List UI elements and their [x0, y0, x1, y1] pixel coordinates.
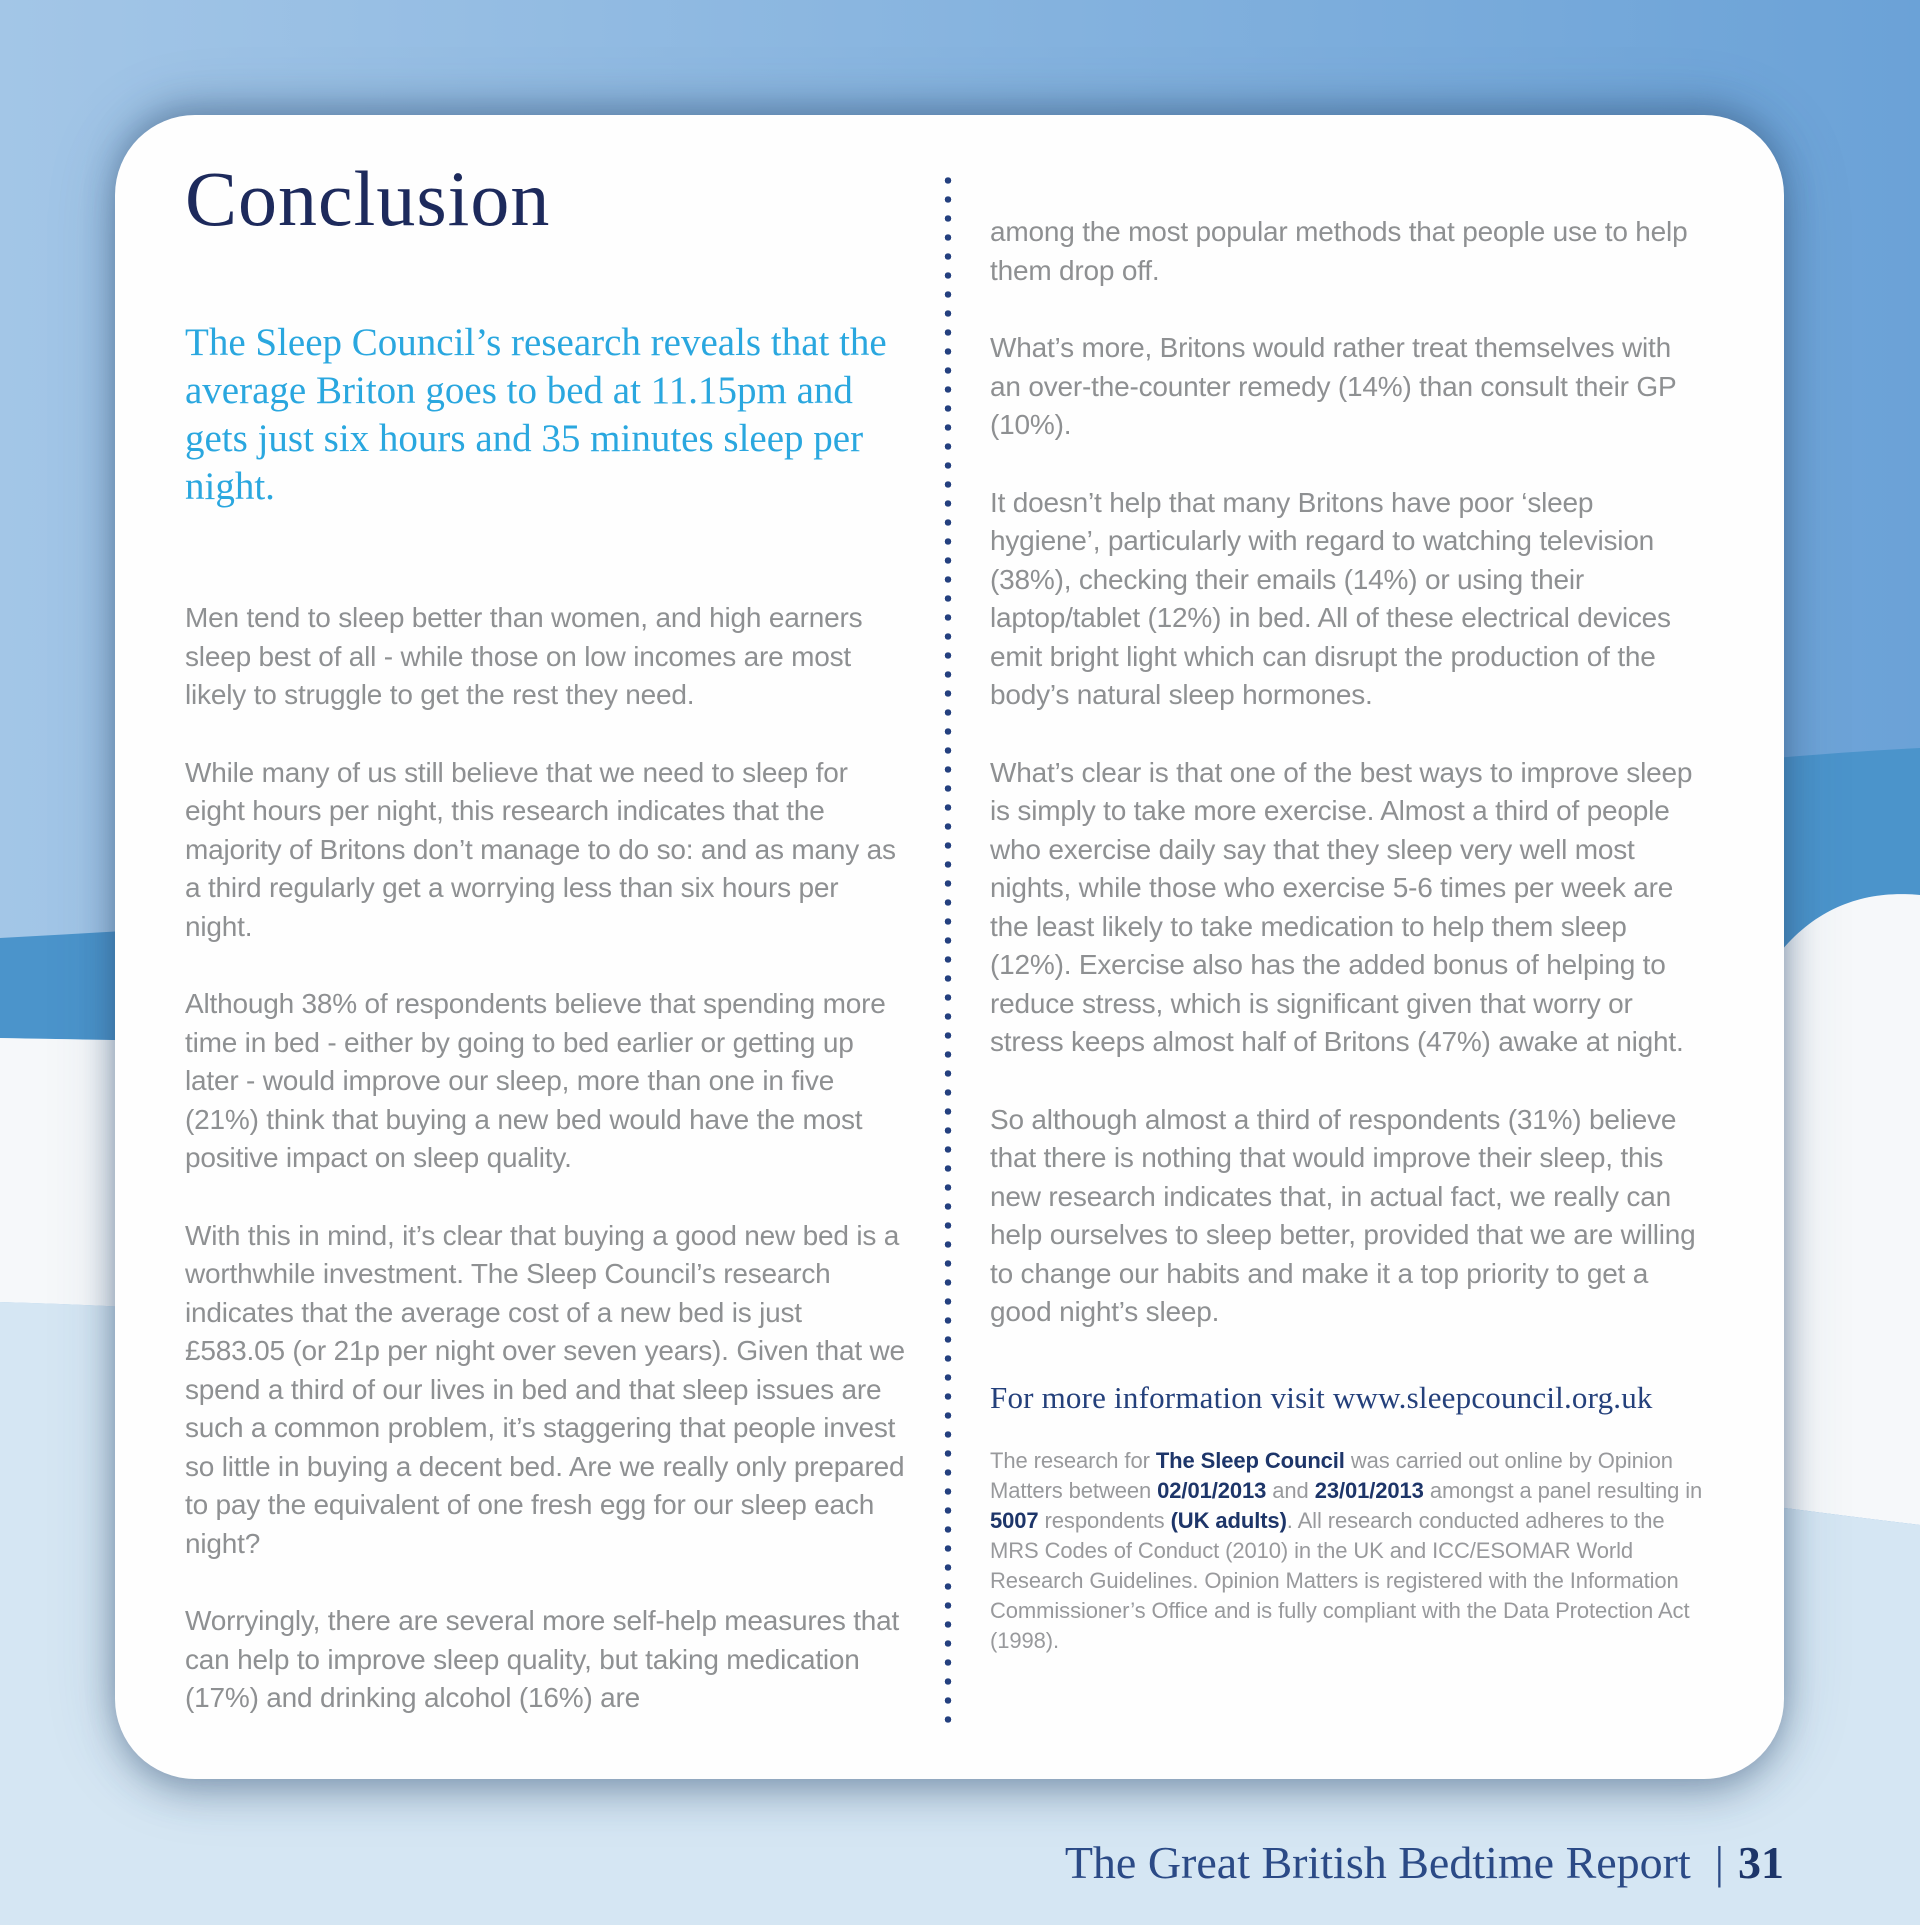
body-paragraph: What’s clear is that one of the best ways to improve sleep is simply to take more exercise. Almost a third of people who exercise daily say that they sleep very well most nights, while those who exercise 5-6 times per week are the least likely to take medication to help them sleep (12%). Exercise also has the added bonus of helping to reduce stress, which is significant given that worry or stress keeps almost half of Britons (47%) awake at night.: [990, 756, 1693, 1057]
small-print-text: amongst a panel resulting in: [1423, 1477, 1703, 1503]
dotted-column-divider: [944, 171, 952, 1735]
body-paragraph: among the most popular methods that people use to help them drop off.: [990, 216, 1688, 286]
small-print-highlight: 5007: [990, 1507, 1039, 1533]
footer-separator: |: [1714, 1837, 1724, 1888]
small-print: [990, 1446, 1706, 1656]
body-paragraph: So although almost a third of respondents (31%) believe that there is nothing that would improve their sleep, this new research indicates that, in actual fact, we really can help ourselves to sleep better, provided that we are willing to change our habits and make it a top priority to get a good night’s sleep.: [990, 1103, 1696, 1327]
column-divider-track: [905, 157, 990, 1757]
right-column: [990, 157, 1706, 1757]
body-paragraph: While many of us still believe that we need to sleep for eight hours per night, this research indicates that the majority of Britons don’t manage to do so: and as many as a third regularly get a worrying less than six hours per night.: [185, 756, 896, 942]
page-number: 31: [1738, 1837, 1784, 1888]
body-paragraph: Worryingly, there are several more self-help measures that can help to improve sleep quality, but taking medication (17%) and drinking alcohol (16%) are: [185, 1605, 900, 1714]
small-print-highlight: 23/01/2013: [1314, 1477, 1424, 1503]
left-column: [185, 157, 905, 1757]
info-link-prefix: For more information visit: [990, 1379, 1333, 1415]
small-print-text: The research for: [990, 1447, 1156, 1473]
small-print-text: . All research conducted adheres to the MRS Codes of Conduct (2010) in the UK and ICC/ESOMAR World Research Guidelines. Opinion Matters is registered with the Information Commissioner’s Office and is fully compliant with the Data Protection Act (1998).: [990, 1507, 1690, 1653]
footer: [1065, 1836, 1784, 1889]
small-print-highlight: 02/01/2013: [1157, 1477, 1267, 1503]
body-paragraph: What’s more, Britons would rather treat themselves with an over-the-counter remedy (14%) than consult their GP (10%).: [990, 332, 1676, 440]
small-print-text: and: [1266, 1477, 1315, 1503]
body-paragraph: With this in mind, it’s clear that buying a good new bed is a worthwhile investment. The Sleep Council’s research indicates that the average cost of a new bed is just £583.05 (or 21p per night over seven years). Given that we spend a third of our lives in bed and that sleep issues are such a common problem, it’s staggering that people invest so little in buying a decent bed. Are we really only prepared to pay the equivalent of one fresh egg for our sleep each night?: [185, 1219, 905, 1559]
body-paragraph: Although 38% of respondents believe that spending more time in bed - either by going to bed earlier or getting up later - would improve our sleep, more than one in five (21%) think that buying a new bed would have the most positive impact on sleep quality.: [185, 988, 886, 1174]
small-print-highlight: The Sleep Council: [1155, 1447, 1345, 1473]
body-paragraph: It doesn’t help that many Britons have poor ‘sleep hygiene’, particularly with regard to watching television (38%), checking their emails (14%) or using their laptop/tablet (12%) in bed. All of these electrical devices emit bright light which can disrupt the production of the body’s natural sleep hormones.: [990, 486, 1671, 710]
website-link[interactable]: www.sleepcouncil.org.uk: [1332, 1379, 1653, 1415]
info-link-line: [990, 1380, 1706, 1416]
content-card: [115, 115, 1784, 1779]
small-print-text: respondents: [1038, 1507, 1171, 1533]
body-paragraph: Men tend to sleep better than women, and high earners sleep best of all - while those on low incomes are most likely to struggle to get the rest they need.: [185, 602, 863, 711]
right-column-body: [990, 213, 1706, 1332]
intro-paragraph: The Sleep Council’s research reveals that the average Briton goes to bed at 11.15pm and gets just six hours and 35 minutes sleep per night.: [185, 321, 887, 509]
small-print-highlight: (UK adults): [1170, 1507, 1287, 1533]
page-title: Conclusion: [185, 155, 551, 242]
report-title: The Great British Bedtime Report: [1064, 1837, 1691, 1888]
left-column-body: [185, 599, 905, 1718]
small-print-text: was carried out online by Opinion Matters between: [990, 1447, 1673, 1503]
